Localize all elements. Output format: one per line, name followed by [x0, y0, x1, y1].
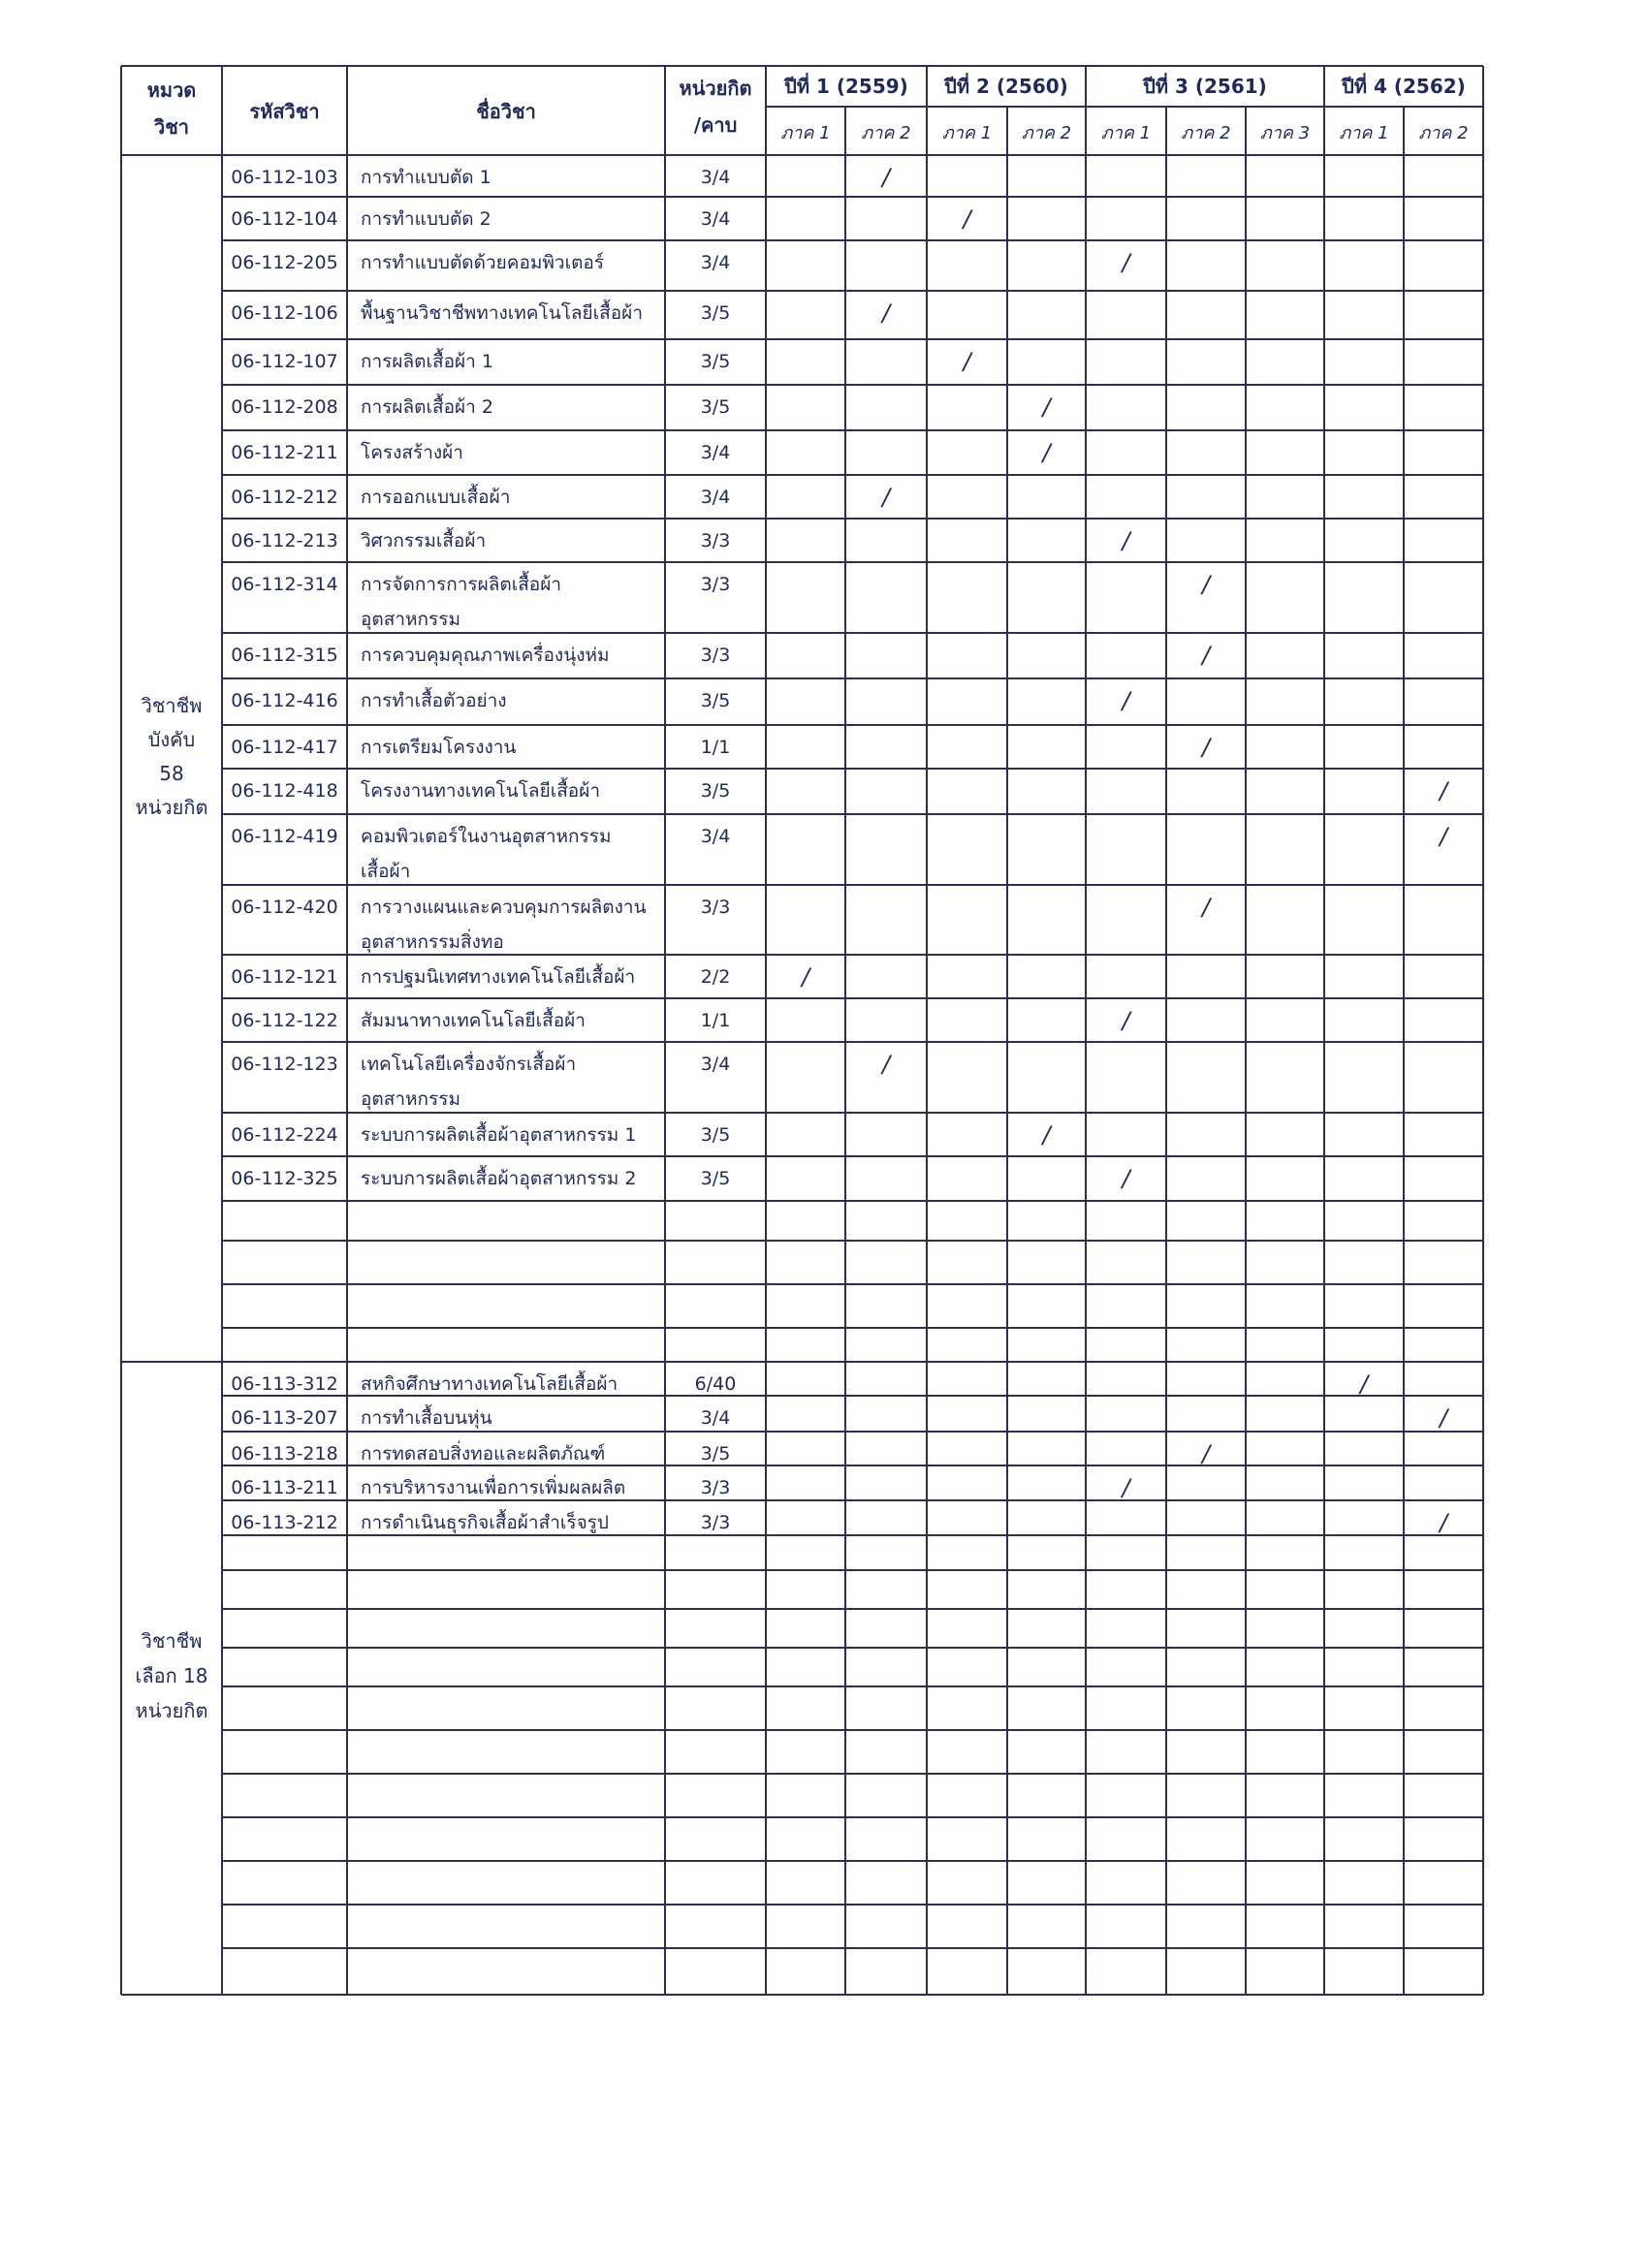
course-name: โครงงานทางเทคโนโลยีเสื้อผ้า [361, 780, 601, 802]
course-name: เสื้อผ้า [361, 861, 411, 882]
course-code: 06-112-417 [231, 737, 338, 758]
header-term: ภาค 1 [941, 123, 993, 143]
course-code: 06-112-208 [231, 396, 338, 418]
course-name: คอมพิวเตอร์ในงานอุตสาหกรรม [361, 826, 612, 847]
course-credit: 1/1 [700, 1010, 731, 1031]
course-credit: 2/2 [700, 966, 731, 988]
course-code: 06-112-205 [231, 252, 338, 273]
term-mark: / [963, 348, 971, 375]
course-code: 06-112-418 [231, 780, 338, 802]
term-mark: / [1201, 642, 1211, 669]
course-code: 06-112-314 [231, 574, 338, 595]
category-label-required: บังคับ [147, 728, 196, 751]
course-credit: 3/4 [700, 1054, 731, 1075]
course-credit: 6/40 [694, 1373, 737, 1395]
term-mark: / [1201, 734, 1211, 761]
course-name: การควบคุมคุณภาพเครื่องนุ่งห่ม [361, 645, 610, 666]
header-term: ภาค 2 [1021, 123, 1072, 143]
term-mark: / [1122, 1474, 1130, 1501]
course-credit: 3/5 [700, 1124, 731, 1146]
term-mark: / [1122, 249, 1130, 276]
course-code: 06-113-312 [231, 1373, 338, 1395]
course-credit: 3/4 [700, 826, 731, 847]
course-name: อุตสาหกรรม [361, 1088, 460, 1110]
header-category: วิชา [153, 115, 190, 139]
course-name: การทดสอบสิ่งทอและผลิตภัณฑ์ [361, 1443, 606, 1465]
course-name: อุตสาหกรรมสิ่งทอ [361, 931, 504, 953]
course-credit: 3/3 [700, 897, 731, 918]
course-name: การผลิตเสื้อผ้า 1 [361, 351, 493, 372]
header-year: ปีที่ 4 (2562) [1342, 75, 1466, 98]
header-term: ภาค 1 [1339, 123, 1389, 143]
header-year: ปีที่ 3 (2561) [1143, 75, 1267, 98]
course-code: 06-112-123 [231, 1054, 338, 1075]
course-credit: 3/5 [700, 302, 731, 324]
course-code: 06-113-207 [231, 1407, 338, 1429]
header-year: ปีที่ 1 (2559) [784, 75, 908, 98]
course-code: 06-112-212 [231, 487, 338, 508]
term-mark: / [1439, 1404, 1448, 1432]
header-term: ภาค 2 [1181, 123, 1231, 143]
course-name: โครงสร้างผ้า [361, 442, 463, 463]
term-mark: / [881, 299, 891, 327]
header-credit: /คาบ [693, 113, 738, 137]
header-term: ภาค 2 [1418, 123, 1469, 143]
course-code: 06-113-211 [231, 1477, 338, 1498]
course-credit: 3/4 [700, 208, 731, 230]
header-category: หมวด [146, 79, 197, 102]
course-name: เทคโนโลยีเครื่องจักรเสื้อผ้า [361, 1054, 577, 1075]
course-name: การจัดการการผลิตเสื้อผ้า [361, 574, 562, 595]
course-credit: 3/3 [700, 645, 731, 666]
course-code: 06-112-416 [231, 690, 338, 711]
course-code: 06-112-224 [231, 1124, 338, 1146]
term-mark: / [1439, 823, 1448, 850]
course-code: 06-112-107 [231, 351, 338, 372]
course-credit: 3/4 [700, 1407, 731, 1429]
course-credit: 3/5 [700, 396, 731, 418]
course-credit: 3/5 [700, 1443, 731, 1465]
term-mark: / [1439, 777, 1448, 804]
course-name: สหกิจศึกษาทางเทคโนโลยีเสื้อผ้า [361, 1373, 618, 1395]
course-name: การทำแบบตัด 2 [361, 208, 491, 230]
header-term: ภาค 3 [1259, 123, 1311, 143]
course-name: การทำแบบตัด 1 [361, 167, 491, 188]
course-code: 06-112-420 [231, 897, 338, 918]
header-credit: หน่วยกิต [679, 77, 752, 100]
course-credit: 3/5 [700, 780, 731, 802]
term-mark: / [1042, 394, 1051, 421]
category-label-elective: หน่วยกิต [135, 1699, 208, 1722]
course-name: การทำแบบตัดด้วยคอมพิวเตอร์ [361, 252, 605, 273]
header-name: ชื่อวิชา [476, 100, 536, 123]
course-code: 06-112-104 [231, 208, 338, 230]
course-code: 06-112-106 [231, 302, 338, 324]
course-code: 06-112-213 [231, 530, 338, 551]
course-code: 06-112-121 [231, 966, 338, 988]
course-name: การผลิตเสื้อผ้า 2 [361, 396, 493, 418]
course-name: การวางแผนและควบคุมการผลิตงาน [361, 897, 647, 918]
header-code: รหัสวิชา [249, 100, 320, 123]
header-year: ปีที่ 2 (2560) [944, 75, 1068, 98]
term-mark: / [881, 484, 891, 511]
course-name: อุตสาหกรรม [361, 609, 460, 630]
term-mark: / [1201, 571, 1211, 598]
category-label-elective: เลือก 18 [135, 1664, 208, 1687]
course-name: การทำเสื้อบนหุ่น [361, 1407, 492, 1429]
course-credit: 3/4 [700, 487, 731, 508]
course-credit: 3/4 [700, 252, 731, 273]
term-mark: / [1201, 1440, 1211, 1467]
course-credit: 3/4 [700, 167, 731, 188]
course-code: 06-112-211 [231, 442, 338, 463]
course-code: 06-112-103 [231, 167, 338, 188]
course-code: 06-112-122 [231, 1010, 338, 1031]
course-credit: 1/1 [700, 737, 731, 758]
term-mark: / [1122, 527, 1130, 554]
term-mark: / [1042, 1121, 1051, 1149]
course-credit: 3/4 [700, 442, 731, 463]
course-credit: 3/3 [700, 530, 731, 551]
course-name: การบริหารงานเพื่อการเพิ่มผลผลิต [361, 1477, 626, 1498]
course-code: 06-112-325 [231, 1168, 338, 1189]
course-credit: 3/5 [700, 690, 731, 711]
course-credit: 3/3 [700, 1512, 731, 1533]
course-code: 06-112-315 [231, 645, 338, 666]
term-mark: / [1122, 1165, 1130, 1192]
course-code: 06-113-212 [231, 1512, 338, 1533]
header-term: ภาค 1 [780, 123, 831, 143]
category-label-elective: วิชาชีพ [141, 1629, 203, 1653]
course-name: ระบบการผลิตเสื้อผ้าอุตสาหกรรม 2 [361, 1168, 637, 1189]
course-name: การทำเสื้อตัวอย่าง [361, 690, 507, 711]
term-mark: / [881, 1051, 891, 1078]
course-credit: 3/3 [700, 1477, 731, 1498]
course-credit: 3/3 [700, 574, 731, 595]
course-name: การออกแบบเสื้อผ้า [361, 487, 511, 508]
term-mark: / [963, 205, 971, 233]
course-name: การดำเนินธุรกิจเสื้อผ้าสำเร็จรูป [361, 1512, 609, 1533]
header-term: ภาค 1 [1100, 123, 1152, 143]
course-name: การเตรียมโครงงาน [361, 737, 517, 758]
term-mark: / [1122, 1007, 1130, 1034]
course-name: สัมมนาทางเทคโนโลยีเสื้อผ้า [361, 1010, 586, 1031]
category-label-required: 58 [159, 762, 184, 785]
term-mark: / [1122, 687, 1130, 714]
course-name: พื้นฐานวิชาชีพทางเทคโนโลยีเสื้อผ้า [361, 302, 643, 324]
course-name: การปฐมนิเทศทางเทคโนโลยีเสื้อผ้า [361, 966, 636, 988]
course-name: ระบบการผลิตเสื้อผ้าอุตสาหกรรม 1 [361, 1124, 637, 1146]
category-label-required: หน่วยกิต [135, 796, 208, 819]
term-mark: / [1042, 439, 1051, 466]
category-label-required: วิชาชีพ [141, 694, 203, 717]
header-term: ภาค 2 [861, 123, 911, 143]
course-credit: 3/5 [700, 1168, 731, 1189]
term-mark: / [881, 164, 891, 191]
course-code: 06-112-419 [231, 826, 338, 847]
course-credit: 3/5 [700, 351, 731, 372]
term-mark: / [1201, 894, 1211, 921]
term-mark: / [801, 963, 810, 991]
table-content [135, 72, 1468, 1722]
course-code: 06-113-218 [231, 1443, 338, 1465]
course-name: วิศวกรรมเสื้อผ้า [361, 530, 487, 551]
term-mark: / [1439, 1509, 1448, 1536]
term-mark: / [1359, 1370, 1369, 1398]
